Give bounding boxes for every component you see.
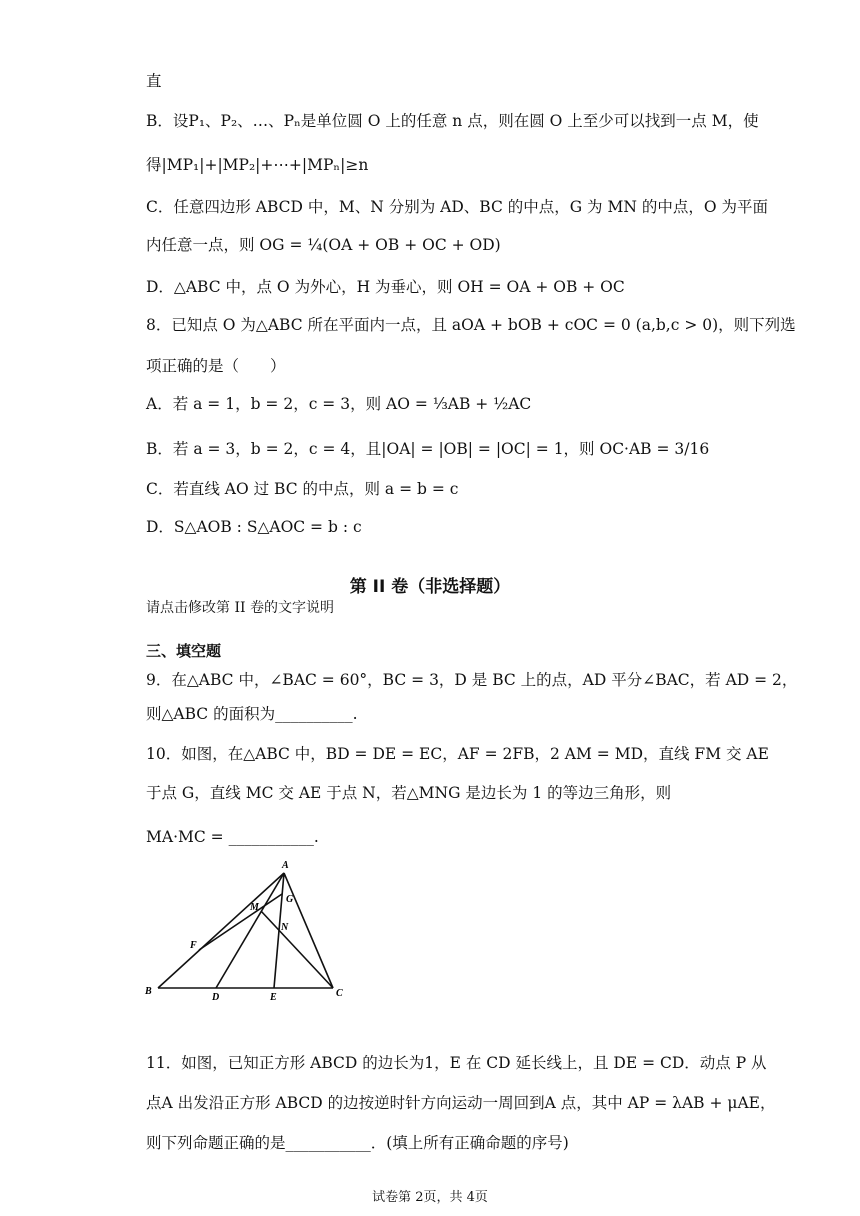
- q7-option-c-line1: C．任意四边形 ABCD 中，M、N 分别为 AD、BC 的中点，G 为 MN 的中点，O 为平面: [146, 198, 768, 216]
- q11-line2: 点A 出发沿正方形 ABCD 的边按逆时针方向运动一周回到A 点，其中 AP = λAB + μAE，: [146, 1094, 776, 1112]
- label-m: M: [250, 902, 259, 913]
- q9-line1: 9．在△ABC 中，∠BAC = 60°，BC = 3，D 是 BC 上的点，AD 平分∠BAC，若 AD = 2，: [146, 671, 798, 689]
- q10-triangle-figure: [140, 856, 360, 1006]
- q10-line2: 于点 G，直线 MC 交 AE 于点 N，若△MNG 是边长为 1 的等边三角形，则: [146, 784, 672, 802]
- part2-note: 请点击修改第 II 卷的文字说明: [146, 600, 334, 616]
- q11-line3: 则下列命题正确的是___________．(填上所有正确命题的序号): [146, 1134, 569, 1152]
- q9-line2: 则△ABC 的面积为__________.: [146, 705, 358, 723]
- q7-option-b-line1: [146, 110, 759, 132]
- q8-option-d: D．S△AOB : S△AOC = b : c: [146, 518, 362, 536]
- label-n: N: [281, 922, 289, 933]
- label-e: E: [270, 992, 277, 1003]
- label-c: C: [336, 988, 343, 999]
- label-g: G: [286, 894, 294, 905]
- q10-line1: 10．如图，在△ABC 中，BD = DE = EC，AF = 2FB，2 AM = MD，直线 FM 交 AE: [146, 745, 769, 763]
- side-ac: [284, 873, 333, 988]
- part2-title: 第 II 卷（非选择题）: [349, 577, 511, 597]
- label-f: F: [190, 940, 197, 951]
- q8-option-a: A．若 a = 1，b = 2，c = 3，则 AO = ⅓AB + ½AC: [146, 395, 532, 413]
- line-fm: [199, 894, 282, 950]
- q8-option-c: C．若直线 AO 过 BC 的中点，则 a = b = c: [146, 480, 459, 498]
- label-a: A: [282, 860, 289, 871]
- q8-stem-line1: 8．已知点 O 为△ABC 所在平面内一点，且 aOA + bOB + cOC = 0 (a,b,c > 0)，则下列选: [146, 316, 796, 334]
- page-footer: 试卷第 2页，共 4页: [372, 1190, 488, 1205]
- q7-option-b-line2: 得|MP₁|+|MP₂|+⋯+|MPₙ|≥n: [146, 156, 369, 174]
- side-ab: [158, 873, 284, 988]
- q11-line1: 11．如图，已知正方形 ABCD 的边长为1，E 在 CD 延长线上，且 DE = CD．动点 P 从: [146, 1054, 767, 1072]
- label-b: B: [145, 986, 152, 997]
- label-d: D: [212, 992, 220, 1003]
- q7-option-d: D．△ABC 中，点 O 为外心，H 为垂心，则 OH = OA + OB + OC: [146, 278, 625, 296]
- q7-tail: 直: [146, 72, 162, 90]
- q8-option-b: B．若 a = 3，b = 2，c = 4，且|OA| = |OB| = |OC| = 1，则 OC·AB = 3/16: [146, 440, 710, 458]
- segment-ad: [216, 873, 284, 988]
- q7-option-c-line2: 内任意一点，则 OG = ¼(OA + OB + OC + OD): [146, 236, 501, 254]
- q7-option-b-text: B．设P₁、P₂、…、Pₙ是单位圆 O 上的任意 n 点，则在圆 O 上至少可以找到一点 M，使: [146, 112, 759, 130]
- q10-line3: MA·MC = ___________.: [146, 828, 319, 846]
- line-mc: [261, 911, 333, 988]
- section-fill-blank: 三、填空题: [146, 642, 222, 660]
- q8-stem-line2: 项正确的是（ ）: [146, 357, 286, 375]
